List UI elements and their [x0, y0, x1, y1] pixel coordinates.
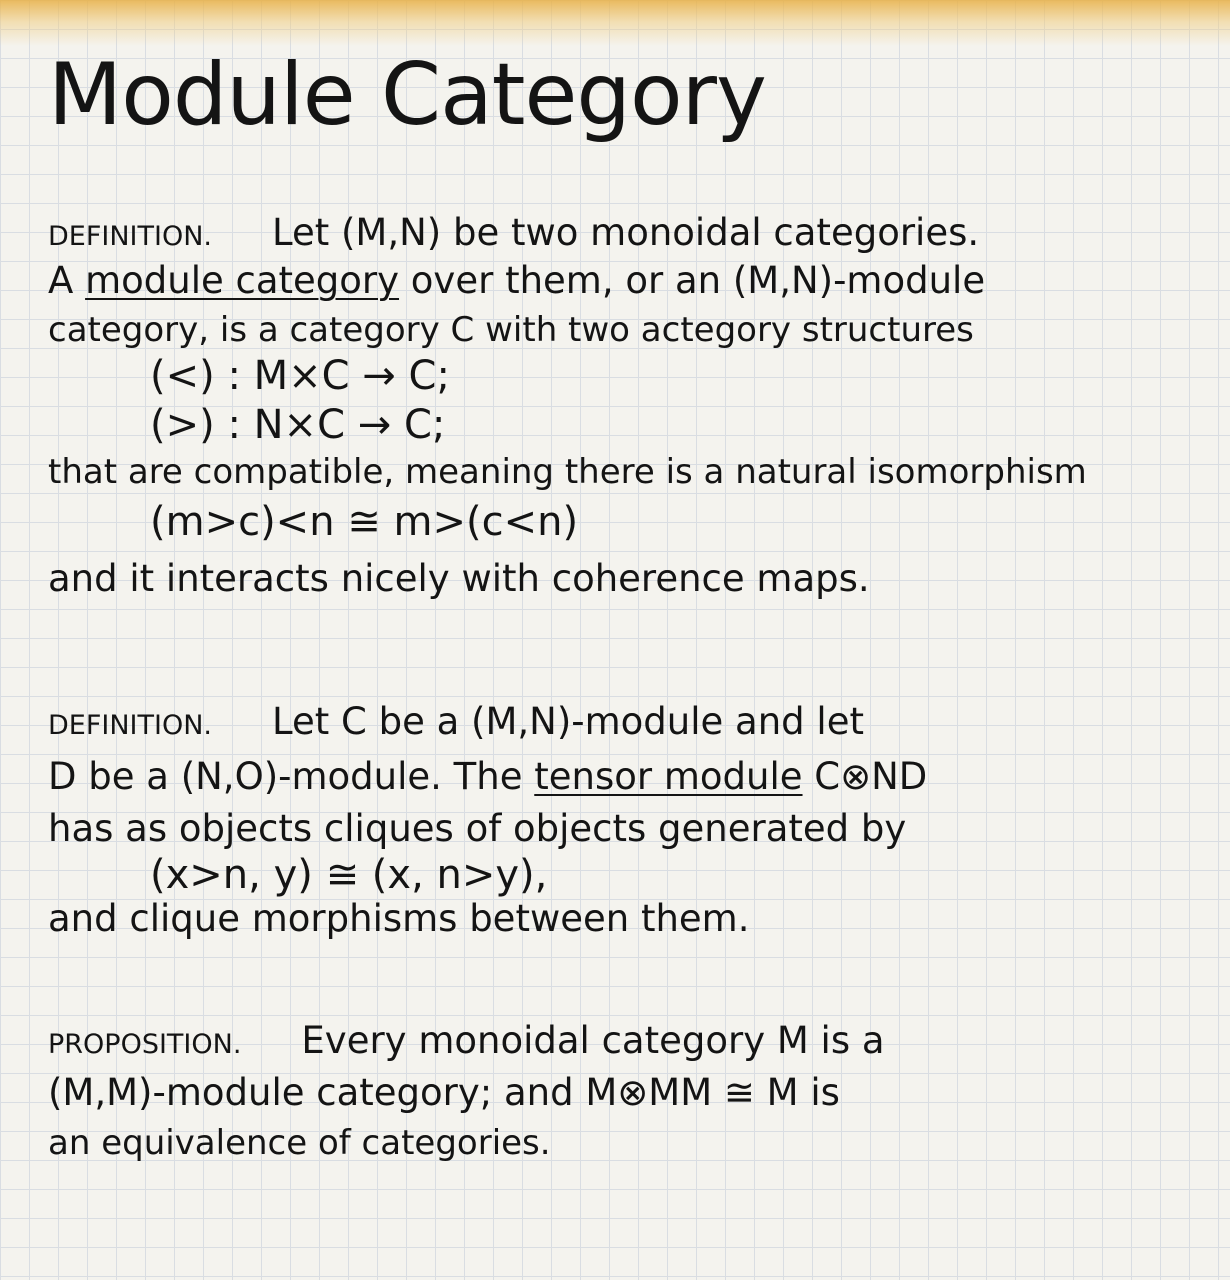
proposition-text: Every monoidal category M is a: [301, 1019, 885, 1062]
proposition-line-2: (M,M)-module category; and M⊗MM ≅ M is: [48, 1071, 840, 1114]
left-action-formula: (<) : M×C → C;: [150, 353, 450, 399]
right-action-formula: (>) : N×C → C;: [150, 402, 446, 448]
compatibility-isomorphism: (m>c)<n ≅ m>(c<n): [150, 499, 579, 545]
definition-1-text: Let (M,N) be two monoidal categories.: [272, 211, 980, 254]
definition-2-label: DEFINITION.: [48, 710, 212, 741]
article-text: A: [48, 259, 74, 302]
definition-1-line-8: and it interacts nicely with coherence maps.: [48, 557, 870, 600]
definition-2-line-2: [48, 755, 928, 798]
definition-2-text: Let C be a (M,N)-module and let: [272, 700, 864, 743]
definition-1-continuation: over them, or an (M,N)-module: [410, 259, 986, 302]
proposition-line-1: [48, 1019, 885, 1062]
definition-1-line-2: [48, 259, 986, 302]
page-title: Module Category: [48, 45, 766, 145]
proposition-label: PROPOSITION.: [48, 1029, 242, 1060]
definition-1-line-6: that are compatible, meaning there is a natural isomorphism: [48, 452, 1087, 492]
proposition-line-3: an equivalence of categories.: [48, 1123, 551, 1163]
definition-1-line-3: category, is a category C with two actegory structures: [48, 310, 974, 350]
clique-relation-formula: (x>n, y) ≅ (x, n>y),: [150, 852, 548, 898]
definition-2-text-2: D be a (N,O)-module. The: [48, 755, 523, 798]
definition-1-label: DEFINITION.: [48, 221, 212, 252]
definition-2-line-5: and clique morphisms between them.: [48, 897, 750, 940]
definition-2-line-3: has as objects cliques of objects generated by: [48, 807, 907, 850]
tensor-module-term: tensor module: [534, 755, 803, 798]
definition-1-line-1: [48, 211, 980, 254]
tensor-module-symbol: C⊗ND: [814, 755, 928, 798]
module-category-term: module category: [85, 259, 400, 302]
definition-2-line-1: [48, 700, 864, 743]
